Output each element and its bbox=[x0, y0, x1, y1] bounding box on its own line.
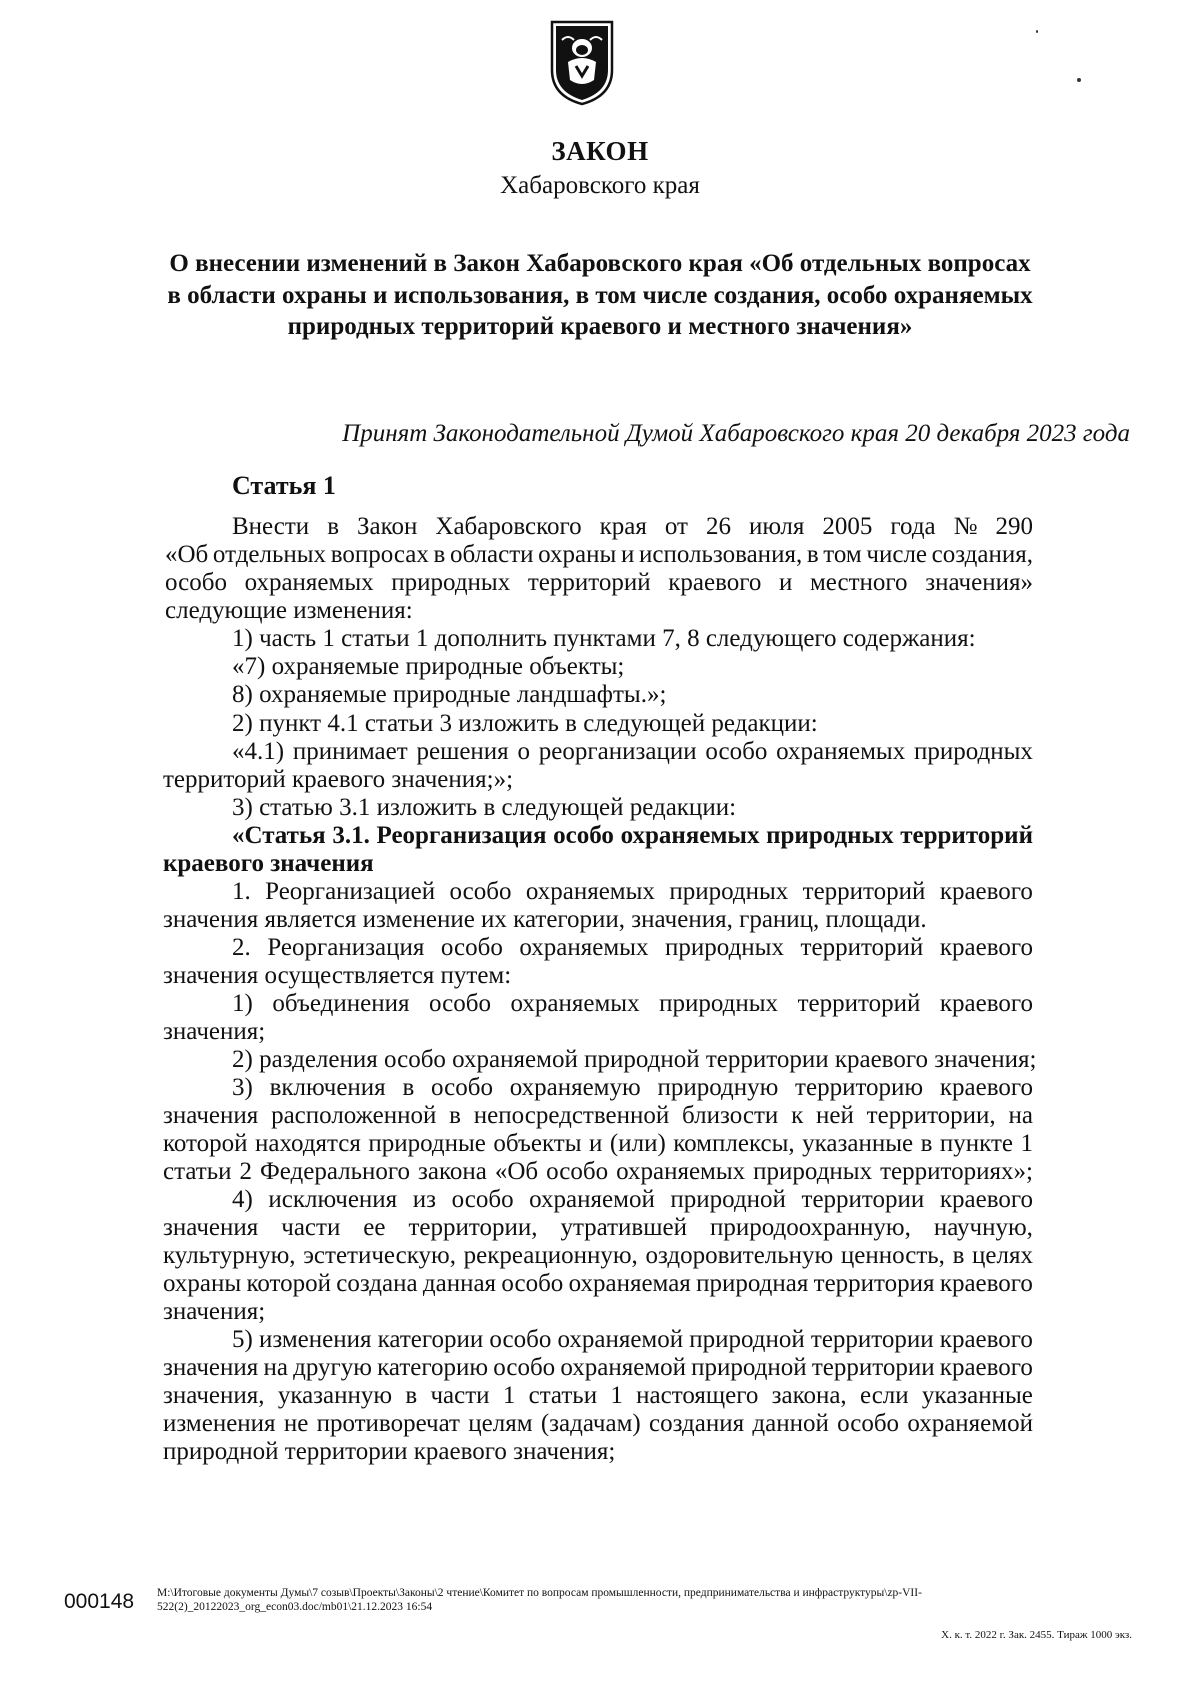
article-line: 3) включения в особо охраняемую природную территорию краевого bbox=[232, 1074, 1033, 1101]
article-line: культурную, эстетическую, рекреационную, оздоровительную ценность, в целях bbox=[163, 1242, 1033, 1269]
article-line: особо охраняемых природных территорий краевого и местного значения» bbox=[165, 569, 1033, 596]
file-path-line-1: M:\Итоговые документы Думы\7 созыв\Проекты\Законы\2 чтение\Комитет по вопросам промышленности, предпринимательства и инфраструктуры\zp-VII- bbox=[157, 1587, 922, 1599]
article-line: 5) изменения категории особо охраняемой природной территории краевого bbox=[232, 1326, 1033, 1353]
coat-of-arms-icon bbox=[548, 18, 616, 108]
article-line: 1) объединения особо охраняемых природных территорий краевого bbox=[232, 990, 1033, 1017]
article-line: значения на другую категорию особо охраняемой природной территории краевого bbox=[163, 1354, 1033, 1381]
law-heading-line-3: природных территорий краевого и местного значения» bbox=[287, 313, 913, 340]
scan-speck bbox=[1036, 30, 1038, 33]
article-line: территорий краевого значения;»; bbox=[163, 766, 514, 793]
article-line: «Об отдельных вопросах в области охраны и использования, в том числе создания, bbox=[165, 541, 1033, 568]
scan-speck bbox=[1077, 78, 1081, 82]
article-line: 3) статью 3.1 изложить в следующей редакции: bbox=[232, 794, 737, 821]
law-heading-line-1: О внесении изменений в Закон Хабаровского края «Об отдельных вопросах bbox=[169, 250, 1031, 277]
article-line: изменения не противоречат целям (задачам) создания данной особо охраняемой bbox=[163, 1410, 1033, 1437]
article-line: значения части ее территории, утратившей природоохранную, научную, bbox=[163, 1214, 1033, 1241]
article-line: значения является изменение их категории, значения, границ, площади. bbox=[163, 906, 927, 933]
article-line: значения; bbox=[163, 1298, 266, 1325]
article-line: 2. Реорганизация особо охраняемых природных территорий краевого bbox=[232, 934, 1033, 961]
article-line: значения осуществляется путем: bbox=[163, 962, 512, 989]
article-line: 4) исключения из особо охраняемой природной территории краевого bbox=[232, 1186, 1033, 1213]
article-line: краевого значения bbox=[163, 850, 374, 877]
article-line: значения; bbox=[163, 1018, 266, 1045]
adoption-note: Принят Законодательной Думой Хабаровского края 20 декабря 2023 года bbox=[342, 420, 1130, 447]
article-line: следующие изменения: bbox=[165, 597, 413, 624]
file-path-line-2: 522(2)_20122023_org_econ03.doc/mb01\21.12.2023 16:54 bbox=[157, 1601, 433, 1613]
article-line: «7) охраняемые природные объекты; bbox=[232, 653, 625, 680]
article-line: 1. Реорганизацией особо охраняемых природных территорий краевого bbox=[232, 878, 1033, 905]
article-line: значения, указанную в части 1 статьи 1 настоящего закона, если указанные bbox=[163, 1382, 1033, 1409]
article-line: природной территории краевого значения; bbox=[163, 1438, 616, 1465]
document-type: ЗАКОН bbox=[551, 136, 649, 166]
article-line: 2) пункт 4.1 статьи 3 изложить в следующей редакции: bbox=[232, 710, 818, 737]
law-heading-line-2: в области охраны и использования, в том числе создания, особо охраняемых bbox=[167, 282, 1033, 309]
article-line: 8) охраняемые природные ландшафты.»; bbox=[232, 681, 667, 708]
article-line: «4.1) принимает решения о реорганизации особо охраняемых природных bbox=[232, 738, 1033, 765]
document-number: 000148 bbox=[64, 1590, 135, 1613]
article-title: Статья 1 bbox=[232, 471, 336, 500]
article-line: «Статья 3.1. Реорганизация особо охраняемых природных территорий bbox=[232, 822, 1033, 849]
print-info: Х. к. т. 2022 г. Зак. 2455. Тираж 1000 экз. bbox=[941, 1629, 1132, 1641]
article-line: 2) разделения особо охраняемой природной территории краевого значения; bbox=[232, 1046, 1037, 1073]
article-line: которой находятся природные объекты и (или) комплексы, указанные в пункте 1 bbox=[163, 1130, 1033, 1157]
article-line: 1) часть 1 статьи 1 дополнить пунктами 7, 8 следующего содержания: bbox=[232, 625, 976, 652]
article-line: статьи 2 Федерального закона «Об особо охраняемых природных территориях»; bbox=[163, 1158, 1033, 1185]
region-name: Хабаровского края bbox=[500, 172, 700, 199]
article-line: Внести в Закон Хабаровского края от 26 июля 2005 года № 290 bbox=[232, 513, 1033, 540]
article-line: охраны которой создана данная особо охраняемая природная территория краевого bbox=[163, 1270, 1033, 1297]
article-line: значения расположенной в непосредственной близости к ней территории, на bbox=[163, 1102, 1033, 1129]
